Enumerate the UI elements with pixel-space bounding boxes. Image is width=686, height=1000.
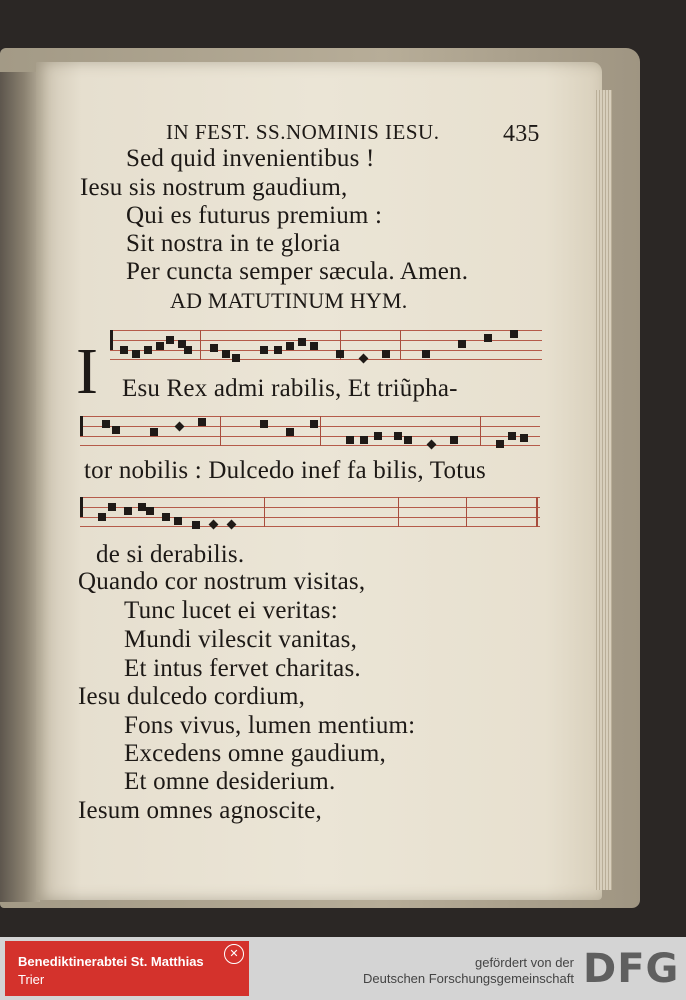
note: [112, 426, 120, 434]
note: [108, 503, 116, 511]
left-page-edge: [0, 72, 40, 902]
note: [175, 422, 185, 432]
note: [298, 338, 306, 346]
verse-line: Iesum omnes agnoscite,: [78, 797, 322, 824]
section-title: AD MATUTINUM HYM.: [170, 288, 408, 313]
music-staff: [80, 416, 540, 446]
note: [382, 350, 390, 358]
clef-icon: [80, 416, 83, 436]
note: [98, 513, 106, 521]
verse-line: Qui es futurus premium :: [126, 202, 383, 229]
note: [404, 436, 412, 444]
note: [286, 428, 294, 436]
note: [174, 517, 182, 525]
note: [260, 346, 268, 354]
note: [394, 432, 402, 440]
note: [124, 507, 132, 515]
music-staff: [110, 330, 542, 360]
note: [146, 507, 154, 515]
note: [150, 428, 158, 436]
note: [144, 346, 152, 354]
chant-lyric-line: Esu Rex admi rabilis, Et triũpha-: [122, 375, 458, 402]
note: [156, 342, 164, 350]
page-edges: [594, 90, 612, 890]
verse-line: Mundi vilescit vanitas,: [124, 626, 358, 653]
note: [520, 434, 528, 442]
note: [132, 350, 140, 358]
verse-line: Tunc lucet ei veritas:: [124, 597, 338, 624]
note: [192, 521, 200, 529]
note: [374, 432, 382, 440]
verse-line: Iesu dulcedo cordium,: [78, 683, 306, 710]
note: [120, 346, 128, 354]
note: [336, 350, 344, 358]
note: [484, 334, 492, 342]
verse-line: Et intus fervet charitas.: [124, 655, 361, 682]
note: [346, 436, 354, 444]
verse-line: Fons vivus, lumen mentium:: [124, 712, 416, 739]
chant-lyric-line: tor nobilis : Dulcedo inef fa bilis, Totus: [84, 457, 486, 484]
clef-icon: [80, 497, 83, 517]
note: [222, 350, 230, 358]
note: [198, 418, 206, 426]
institution-logo[interactable]: [5, 941, 249, 996]
note: [162, 513, 170, 521]
funder-name: Deutschen Forschungsgemeinschaft: [362, 971, 574, 986]
chant-lyric-line: de si derabilis.: [96, 541, 245, 568]
funded-by-label: gefördert von der: [474, 955, 574, 970]
note: [260, 420, 268, 428]
note: [286, 342, 294, 350]
clef-icon: [110, 330, 113, 350]
note: [102, 420, 110, 428]
note: [274, 346, 282, 354]
page-number: 435: [503, 121, 540, 147]
institution-city: Trier: [18, 972, 45, 987]
note: [310, 420, 318, 428]
verse-line: Et omne desiderium.: [124, 768, 336, 795]
page-header: IN FEST. SS.NOMINIS IESU.: [166, 120, 440, 144]
institution-name: Benediktinerabtei St. Matthias: [18, 954, 204, 969]
verse-line: Sed quid invenientibus !: [126, 145, 375, 172]
dfg-logo[interactable]: DFG: [583, 946, 680, 992]
emblem-icon: ✕: [224, 944, 244, 964]
verse-line: Quando cor nostrum visitas,: [78, 568, 366, 595]
note: [422, 350, 430, 358]
verse-line: Per cuncta semper sæcula. Amen.: [126, 258, 469, 285]
note: [508, 432, 516, 440]
note: [210, 344, 218, 352]
note: [458, 340, 466, 348]
note: [184, 346, 192, 354]
verse-line: Iesu sis nostrum gaudium,: [80, 174, 348, 201]
note: [450, 436, 458, 444]
decorated-initial: I: [76, 335, 98, 408]
note: [510, 330, 518, 338]
verse-line: Sit nostra in te gloria: [126, 230, 341, 257]
note: [310, 342, 318, 350]
note: [496, 440, 504, 448]
note: [232, 354, 240, 362]
note: [138, 503, 146, 511]
verse-line: Excedens omne gaudium,: [124, 740, 386, 767]
note: [166, 336, 174, 344]
note: [360, 436, 368, 444]
music-staff: [80, 497, 540, 527]
